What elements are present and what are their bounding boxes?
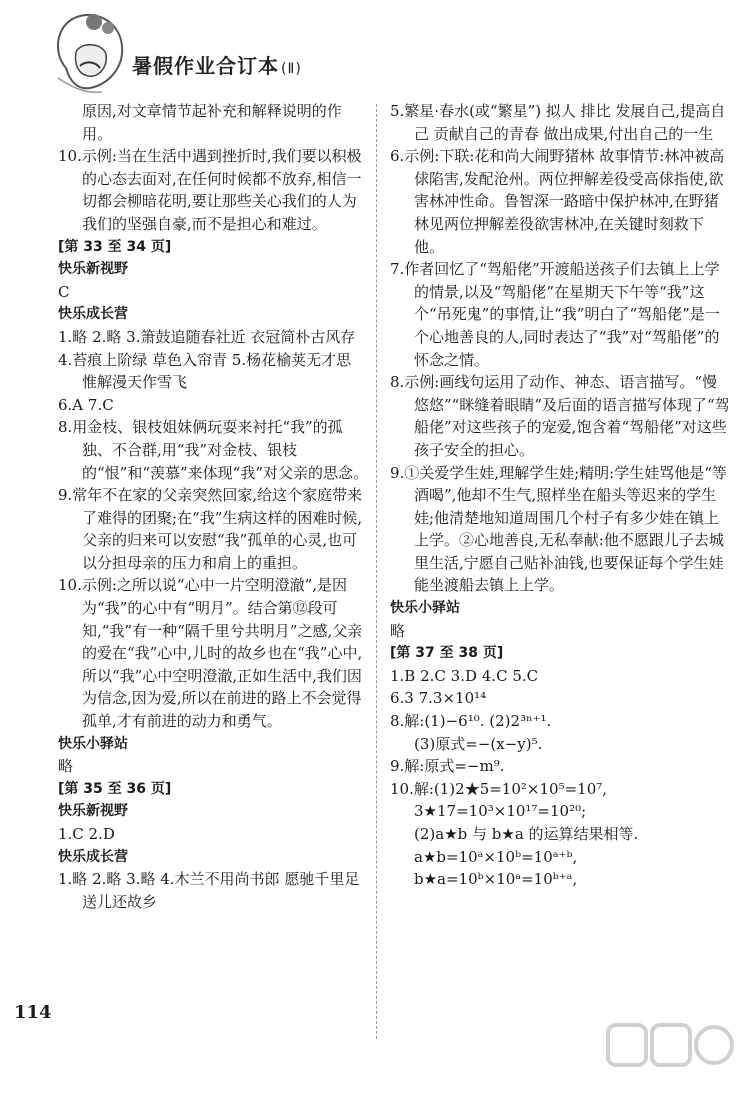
section-heading: 快乐新视野 [58, 261, 128, 278]
answer-line: 10.解:(1)2★5=10²×10⁵=10⁷, [390, 779, 608, 798]
page-header [0, 0, 750, 100]
left-column [58, 100, 368, 913]
book-title [132, 50, 302, 79]
answer-line: 6.3 7.3×10¹⁴ [390, 689, 487, 708]
answer-line: 1.略 2.略 3.略 4.木兰不用尚书郎 愿驰千里足 送儿还故乡 [58, 870, 360, 911]
answer-line: 6.示例:下联:花和尚大闹野猪林 故事情节:林冲被高俅陷害,发配沧州。两位押解差役受高俅指使,欲害林冲性命。鲁智深一路暗中保护林冲,在野猪林见两位押解差役欲害林冲,在关键时刻救下他。 [390, 147, 725, 256]
section-heading: 快乐成长营 [58, 848, 128, 865]
answer-line: 略 [58, 757, 74, 776]
answer-line: 4.苔痕上阶绿 草色入帘青 5.杨花榆荚无才思 惟解漫天作雪飞 [58, 350, 352, 392]
answer-line: 10.示例:之所以说“心中一片空明澄澈”,是因为“我”的心中有“明月”。结合第⑫段可知,“我”有一种“隔千里兮共明月”之感,父亲的爱在“我”心中,儿时的故乡也在“我”心中,所以“我”心中空明澄澈,正如生活中,我们因为信念,因为爱,所以在前进的路上不会觉得孤单,才有前进的动力和勇气。 [58, 576, 363, 731]
answer-line: 略 [390, 621, 406, 640]
answer-line: 8.用金枝、银枝姐妹俩玩耍来衬托“我”的孤独、不合群,用“我”对金枝、银枝的“恨”和“羡慕”来体现“我”对父亲的思念。 [58, 418, 369, 482]
section-heading: 快乐小驿站 [390, 600, 460, 617]
mascot-logo-icon [50, 8, 128, 96]
answer-line: 9.常年不在家的父亲突然回家,给这个家庭带来了难得的团聚;在“我”生病这样的困难时候,父亲的归来可以安慰“我”孤单的心灵,也可以分担母亲的压力和肩上的重担。 [58, 486, 363, 572]
section-heading: 快乐成长营 [58, 306, 128, 323]
right-column [390, 100, 730, 891]
answer-line: 5.繁星·春水(或“繁星”) 拟人 排比 发展自己,提高自己 贡献自己的青春 做出成果,付出自己的一生 [390, 102, 726, 143]
answer-line: 6.A 7.C [58, 395, 114, 414]
watermark-logo [604, 1019, 736, 1093]
answer-line: 7.作者回忆了“驾船佬”开渡船送孩子们去镇上上学的情景,以及“驾船佬”在星期天下午等“我”这个“吊死鬼”的事情,让“我”明白了“驾船佬”是一个心地善良的人,同时表达了“我”对“驾船佬”的怀念之情。 [390, 260, 720, 369]
answer-line: C [58, 282, 70, 301]
answer-line: 1.B 2.C 3.D 4.C 5.C [390, 666, 539, 685]
column-divider [376, 104, 377, 1039]
section-heading: [第 37 至 38 页] [390, 645, 504, 662]
answer-line: 9.①关爱学生娃,理解学生娃;精明:学生娃骂他是“等酒喝”,他却不生气,照样坐在船头等迟来的学生娃;他清楚地知道周围几个村子有多少娃在镇上上学。②心地善良,无私奉献:他不愿跟儿子去城里生活,宁愿自己贴补油钱,也要保证每个学生娃能坐渡船去镇上上学。 [390, 463, 727, 595]
section-heading: 快乐小驿站 [58, 735, 128, 752]
answer-line: 10.示例:当在生活中遇到挫折时,我们要以积极的心态去面对,在任何时候都不放弃,相信一切都会柳暗花明,要让那些关心我们的人为我们的坚强自豪,而不是担心和难过。 [58, 147, 362, 233]
book-title-main: 暑假作业合订本 [132, 54, 279, 78]
answer-line: (3)原式=−(x−y)⁵. [414, 734, 543, 753]
answer-line: a★b=10ᵃ×10ᵇ=10ᵃ⁺ᵇ, [414, 847, 578, 866]
answer-line: 8.示例:画线句运用了动作、神态、语言描写。“慢悠悠”“眯缝着眼睛”及后面的语言描写体现了“驾船佬”对这些孩子的宠爱,饱含着“驾船佬”对这些孩子安全的担心。 [390, 373, 730, 459]
answer-line: (2)a★b 与 b★a 的运算结果相等. [414, 825, 639, 843]
answer-line: 9.解:原式=−m⁹. [390, 757, 505, 776]
section-heading: [第 35 至 36 页] [58, 780, 172, 797]
answer-line: 1.C 2.D [58, 825, 115, 843]
answer-line: 原因,对文章情节起补充和解释说明的作用。 [82, 102, 342, 143]
answer-line: b★a=10ᵇ×10ᵃ=10ᵇ⁺ᵃ, [414, 870, 578, 889]
book-title-volume: (Ⅱ) [281, 61, 302, 77]
section-heading: 快乐新视野 [58, 803, 128, 820]
answer-line: 3★17=10³×10¹⁷=10²⁰; [414, 802, 587, 821]
answer-line: 8.解:(1)−6¹⁰. (2)2³ⁿ⁺¹. [390, 712, 552, 731]
page-number: 114 [14, 1002, 52, 1023]
answer-line: 1.略 2.略 3.箫鼓追随春社近 衣冠简朴古风存 [58, 327, 356, 346]
watermark-icon [604, 1019, 736, 1075]
section-heading: [第 33 至 34 页] [58, 238, 172, 255]
